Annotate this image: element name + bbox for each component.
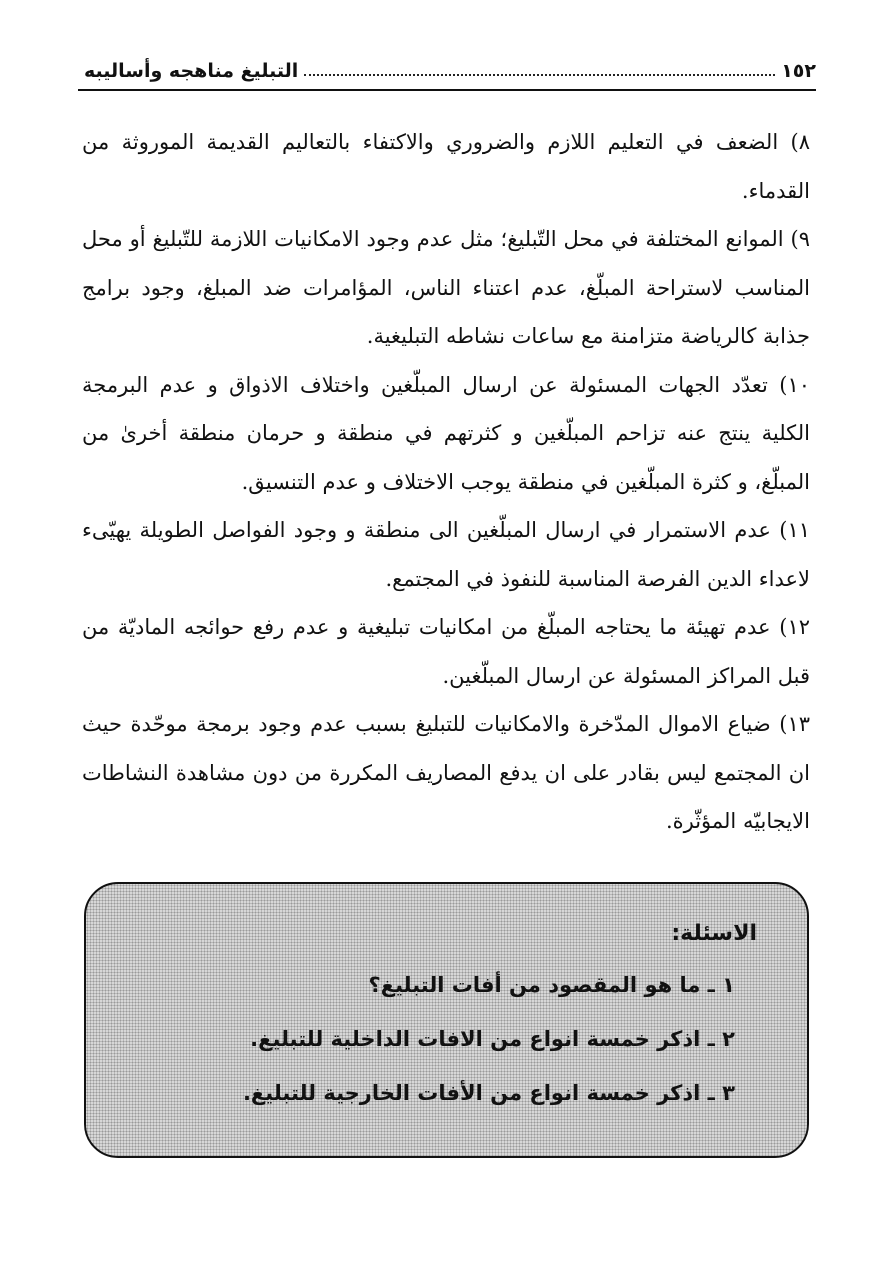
questions-box [84,882,809,1158]
list-item: ١٢) عدم تهيئة ما يحتاجه المبلّغ من امكانيات تبليغية و عدم رفع حوائجه الماديّة من قبل المراكز المسئولة عن ارسال المبلّغين. [82,615,810,688]
question-item: ١ ـ ما هو المقصود من أفات التبليغ؟ [368,973,735,997]
body-text [82,118,810,846]
questions-title: الاسئلة: [671,921,757,946]
running-header [84,48,816,82]
header-dot-leader [304,74,775,76]
list-item: ٩) الموانع المختلفة في محل التّبليغ؛ مثل عدم وجود الامكانيات اللازمة للتّبليغ أو محل المناسب لاستراحة المبلّغ، عدم اعتناء الناس، المؤامرات ضد المبلغ، وجود برامج جذابة كالرياضة متزامنة مع ساعات نشاطه التبليغية. [82,227,810,348]
header-rule [78,89,816,91]
list-item: ١٠) تعدّد الجهات المسئولة عن ارسال المبلّغين واختلاف الاذواق و عدم البرمجة الكلية ينتج عنه تزاحم المبلّغين و كثرتهم في منطقة و حرمان منطقة أخرىٰ من المبلّغ، و كثرة المبلّغين في منطقة يوجب الاختلاف و عدم التنسيق. [82,372,810,494]
list-item: ١٣) ضياع الاموال المدّخرة والامكانيات للتبليغ بسبب عدم وجود برمجة موحّدة حيث ان المجتمع ليس بقادر على ان يدفع المصاريف المكررة من دون مشاهدة النشاطات الايجابيّه المؤثّرة. [82,712,810,833]
header-title: التبليغ مناهجه وأساليبه [84,60,299,82]
page-number: ١٥٢ [781,60,816,82]
question-item: ٢ ـ اذكر خمسة انواع من الافات الداخلية للتبليغ. [250,1027,735,1051]
list-item: ٨) الضعف في التعليم اللازم والضروري والاكتفاء بالتعاليم القديمة الموروثة من القدماء. [82,130,810,203]
list-item: ١١) عدم الاستمرار في ارسال المبلّغين الى منطقة و وجود الفواصل الطويلة يهيّىء لاعداء الدين الفرصة المناسبة للنفوذ في المجتمع. [82,518,810,591]
question-item: ٣ ـ اذكر خمسة انواع من الأفات الخارجية للتبليغ. [242,1081,735,1105]
